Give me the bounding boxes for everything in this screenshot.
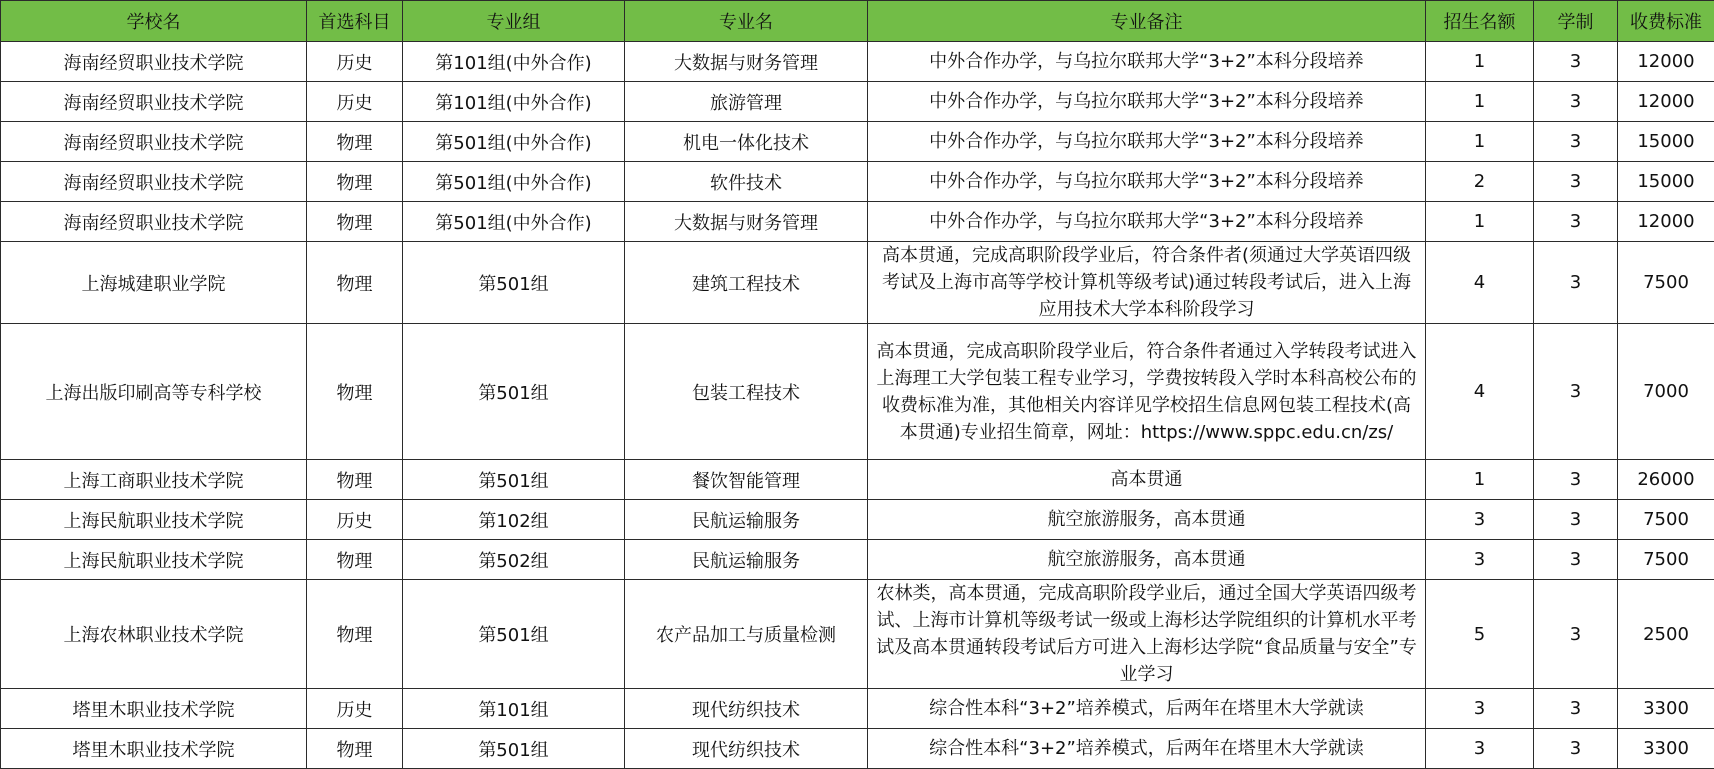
cell-years: 3 [1534,324,1618,460]
table-row [1,689,1714,729]
cell-note: 中外合作办学，与乌拉尔联邦大学“3+2”本科分段培养 [868,122,1426,162]
cell-fee: 26000 [1618,460,1714,500]
cell-years: 3 [1534,82,1618,122]
cell-years: 3 [1534,460,1618,500]
cell-school: 海南经贸职业技术学院 [1,42,307,82]
cell-fee: 7000 [1618,324,1714,460]
cell-note: 航空旅游服务，高本贯通 [868,540,1426,580]
cell-years: 3 [1534,202,1618,242]
cell-group: 第501组 [403,729,625,769]
cell-fee: 2500 [1618,580,1714,689]
cell-quota: 3 [1426,540,1534,580]
header-group: 专业组 [403,1,625,42]
cell-fee: 7500 [1618,540,1714,580]
cell-group: 第501组 [403,242,625,324]
cell-subject: 物理 [307,324,403,460]
table-row [1,202,1714,242]
cell-group: 第501组(中外合作) [403,202,625,242]
cell-quota: 2 [1426,162,1534,202]
cell-major: 现代纺织技术 [625,689,868,729]
cell-quota: 1 [1426,82,1534,122]
cell-subject: 物理 [307,162,403,202]
cell-note: 中外合作办学，与乌拉尔联邦大学“3+2”本科分段培养 [868,202,1426,242]
cell-school: 塔里木职业技术学院 [1,729,307,769]
cell-group: 第501组 [403,460,625,500]
table-row [1,162,1714,202]
cell-subject: 物理 [307,540,403,580]
table-row [1,540,1714,580]
cell-group: 第501组 [403,324,625,460]
cell-school: 上海城建职业学院 [1,242,307,324]
cell-subject: 物理 [307,580,403,689]
cell-group: 第501组(中外合作) [403,122,625,162]
cell-note: 高本贯通 [868,460,1426,500]
cell-fee: 7500 [1618,500,1714,540]
header-school: 学校名 [1,1,307,42]
cell-major: 大数据与财务管理 [625,202,868,242]
cell-major: 软件技术 [625,162,868,202]
cell-note: 高本贯通，完成高职阶段学业后，符合条件者通过入学转段考试进入上海理工大学包装工程专业学习，学费按转段入学时本科高校公布的收费标准为准，其他相关内容详见学校招生信息网包装工程技术(高本贯通)专业招生简章，网址：https://www.sppc.edu.cn/zs/ [868,324,1426,460]
cell-school: 海南经贸职业技术学院 [1,122,307,162]
cell-years: 3 [1534,729,1618,769]
cell-fee: 3300 [1618,689,1714,729]
cell-quota: 4 [1426,242,1534,324]
cell-school: 海南经贸职业技术学院 [1,162,307,202]
cell-fee: 12000 [1618,202,1714,242]
cell-major: 旅游管理 [625,82,868,122]
cell-note: 综合性本科“3+2”培养模式，后两年在塔里木大学就读 [868,689,1426,729]
table-row [1,82,1714,122]
cell-note: 综合性本科“3+2”培养模式，后两年在塔里木大学就读 [868,729,1426,769]
cell-note: 中外合作办学，与乌拉尔联邦大学“3+2”本科分段培养 [868,82,1426,122]
cell-subject: 历史 [307,82,403,122]
cell-fee: 3300 [1618,729,1714,769]
cell-subject: 物理 [307,202,403,242]
cell-group: 第101组(中外合作) [403,82,625,122]
cell-years: 3 [1534,500,1618,540]
cell-fee: 7500 [1618,242,1714,324]
cell-group: 第501组 [403,580,625,689]
cell-subject: 物理 [307,122,403,162]
cell-group: 第102组 [403,500,625,540]
cell-major: 现代纺织技术 [625,729,868,769]
cell-years: 3 [1534,580,1618,689]
cell-quota: 1 [1426,202,1534,242]
cell-note: 农林类，高本贯通，完成高职阶段学业后，通过全国大学英语四级考试、上海市计算机等级考试一级或上海杉达学院组织的计算机水平考试及高本贯通转段考试后方可进入上海杉达学院“食品质量与安全”专业学习 [868,580,1426,689]
cell-years: 3 [1534,689,1618,729]
header-fee: 收费标准 [1618,1,1714,42]
header-row [1,1,1714,42]
cell-quota: 3 [1426,500,1534,540]
table-row [1,324,1714,460]
cell-fee: 15000 [1618,122,1714,162]
header-major: 专业名 [625,1,868,42]
cell-group: 第101组 [403,689,625,729]
cell-group: 第101组(中外合作) [403,42,625,82]
cell-note: 高本贯通，完成高职阶段学业后，符合条件者(须通过大学英语四级考试及上海市高等学校计算机等级考试)通过转段考试后，进入上海应用技术大学本科阶段学习 [868,242,1426,324]
table-row [1,580,1714,689]
cell-subject: 历史 [307,500,403,540]
cell-major: 农产品加工与质量检测 [625,580,868,689]
cell-subject: 物理 [307,460,403,500]
cell-quota: 1 [1426,42,1534,82]
cell-quota: 4 [1426,324,1534,460]
cell-years: 3 [1534,242,1618,324]
cell-school: 上海工商职业技术学院 [1,460,307,500]
cell-subject: 历史 [307,689,403,729]
table-row [1,42,1714,82]
cell-major: 民航运输服务 [625,500,868,540]
cell-fee: 12000 [1618,42,1714,82]
header-quota: 招生名额 [1426,1,1534,42]
cell-major: 大数据与财务管理 [625,42,868,82]
cell-major: 包装工程技术 [625,324,868,460]
cell-note: 中外合作办学，与乌拉尔联邦大学“3+2”本科分段培养 [868,42,1426,82]
cell-subject: 物理 [307,242,403,324]
cell-school: 塔里木职业技术学院 [1,689,307,729]
cell-years: 3 [1534,122,1618,162]
cell-years: 3 [1534,162,1618,202]
table-row [1,122,1714,162]
cell-school: 海南经贸职业技术学院 [1,82,307,122]
cell-note: 中外合作办学，与乌拉尔联邦大学“3+2”本科分段培养 [868,162,1426,202]
cell-fee: 12000 [1618,82,1714,122]
cell-quota: 3 [1426,729,1534,769]
table-row [1,460,1714,500]
header-note: 专业备注 [868,1,1426,42]
cell-school: 上海民航职业技术学院 [1,500,307,540]
cell-school: 上海农林职业技术学院 [1,580,307,689]
cell-group: 第501组(中外合作) [403,162,625,202]
cell-years: 3 [1534,42,1618,82]
cell-subject: 物理 [307,729,403,769]
cell-years: 3 [1534,540,1618,580]
cell-quota: 1 [1426,122,1534,162]
cell-school: 海南经贸职业技术学院 [1,202,307,242]
cell-subject: 历史 [307,42,403,82]
cell-school: 上海民航职业技术学院 [1,540,307,580]
cell-quota: 5 [1426,580,1534,689]
cell-major: 建筑工程技术 [625,242,868,324]
header-subject: 首选科目 [307,1,403,42]
cell-quota: 3 [1426,689,1534,729]
table-row [1,729,1714,769]
cell-major: 餐饮智能管理 [625,460,868,500]
cell-note: 航空旅游服务，高本贯通 [868,500,1426,540]
cell-school: 上海出版印刷高等专科学校 [1,324,307,460]
cell-group: 第502组 [403,540,625,580]
cell-quota: 1 [1426,460,1534,500]
table-row [1,500,1714,540]
header-years: 学制 [1534,1,1618,42]
cell-major: 民航运输服务 [625,540,868,580]
table-row [1,242,1714,324]
cell-major: 机电一体化技术 [625,122,868,162]
cell-fee: 15000 [1618,162,1714,202]
